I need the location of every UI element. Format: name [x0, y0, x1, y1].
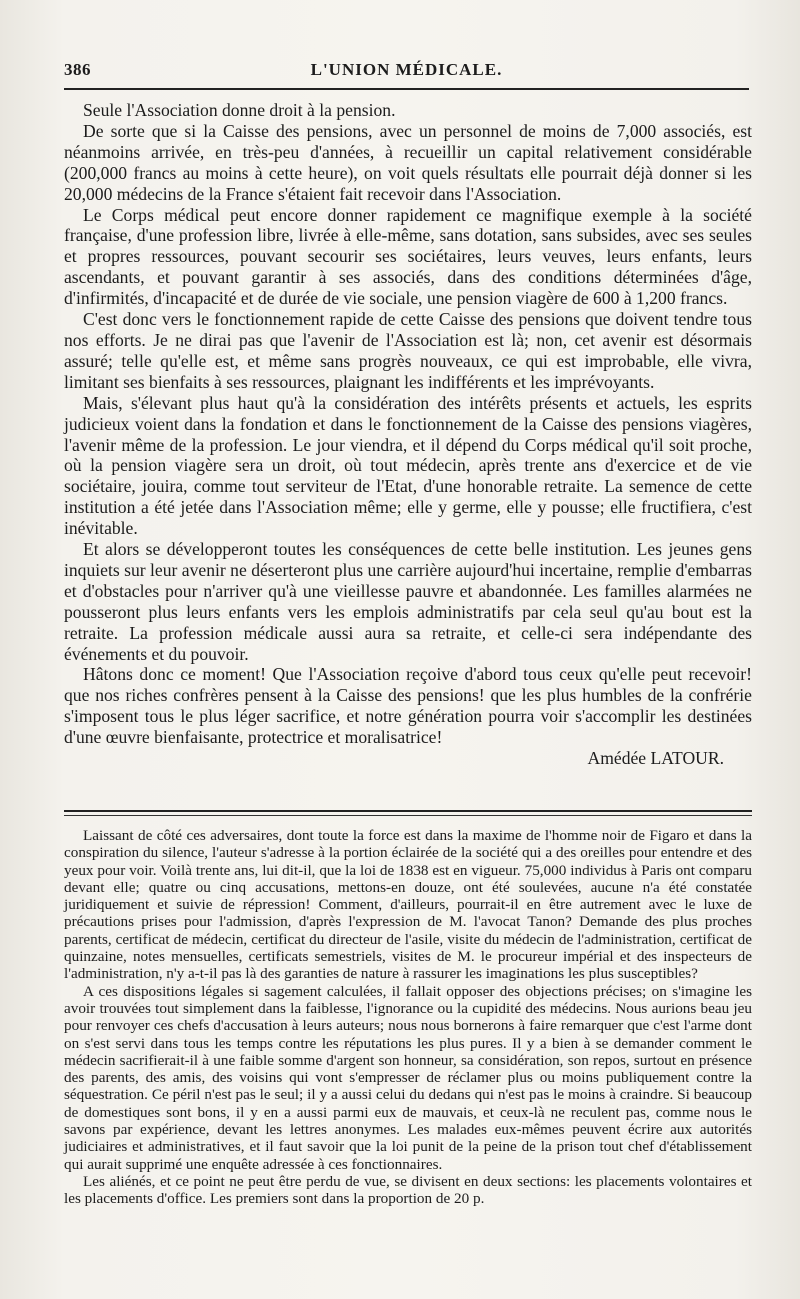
page-header	[64, 56, 749, 86]
paragraph: Mais, s'élevant plus haut qu'à la considération des intérêts présents et actuels, les esprits judicieux voient dans la fondation et dans le fonctionnement de la Caisse des pensions viagères, l'avenir même de la profession. Le jour viendra, et il dépend du Corps médical qu'il soit proche, où la pension viagère sera un droit, où tout médecin, après trente ans d'exercice et de vie sociétaire, jouira, comme tout serviteur de l'Etat, d'une honorable retraite. La semence de cette institution a été jetée dans l'Association même; elle y germe, elle y pousse; elle fructifiera, c'est inévitable.	[64, 392, 752, 539]
article-body	[64, 100, 752, 769]
footnote-paragraph: A ces dispositions légales si sagement calculées, il fallait opposer des objections précises; on s'imagine les avoir trouvées tout simplement dans la faiblesse, l'ignorance ou la cupidité des médecins. Nous aurions beau jeu pour renvoyer ces chefs d'accusation à leurs auteurs; nous nous bornerons à faire remarquer que c'est l'arme dont on s'est servi dans tous les temps contre les réputations les plus pures. Il y a bien à se demander comment le médecin sacrifierait-il à une faible somme d'argent son honneur, sa considération, son repos, surtout en présence des parents, des amis, des voisins qui vont s'empresser de réclamer plus ou moins publiquement contre la séquestration. Ce péril n'est pas le seul; il y a aussi celui du dedans qui n'est pas le moins à craindre. Si beaucoup de domestiques sont bons, il y en a aussi parmi eux de mauvais, et ceux-là ne reculent pas, comme nous le savons par expérience, devant les lettres anonymes. Les malades eux-mêmes peuvent écrire aux autorités judiciaires et administratives, et il faut savoir que la loi punit de la peine de la prison tout chef d'établissement qui aurait supprimé une enquête adressée à ces fonctionnaires.	[64, 982, 752, 1173]
section-divider	[64, 810, 752, 812]
paragraph: De sorte que si la Caisse des pensions, avec un personnel de moins de 7,000 associés, est néanmoins arrivée, en très-peu d'années, à recueillir un capital relativement considérable (200,000 francs au moins à cette heure), on voit quels résultats elle pourrait déjà donner si les 20,000 médecins de la France s'étaient fait recevoir dans l'Association.	[64, 120, 752, 204]
footnote-paragraph: Les aliénés, et ce point ne peut être perdu de vue, se divisent en deux sections: les placements volontaires et les placements d'office. Les premiers sont dans la proportion de 20 p.	[64, 1172, 752, 1208]
header-rule	[64, 88, 749, 90]
paragraph: Et alors se développeront toutes les conséquences de cette belle institution. Les jeunes gens inquiets sur leur avenir ne déserteront plus une carrière aujourd'hui incertaine, remplie d'embarras et d'obstacles pour n'arriver qu'à une vieillesse pauvre et abandonnée. Les familles alarmées ne pousseront plus leurs enfants vers les emplois administratifs par cela seul qu'au bout est la retraite. La profession médicale aussi aura sa retraite, et celle-ci sera indépendante des événements et du pouvoir.	[64, 539, 752, 664]
running-title: L'UNION MÉDICALE.	[310, 60, 503, 79]
footnote-paragraph: Laissant de côté ces adversaires, dont toute la force est dans la maxime de l'homme noir de Figaro et dans la conspiration du silence, l'auteur s'adresse à la portion éclairée de la société qui a des oreilles pour entendre et des yeux pour voir. Voilà trente ans, lui dit-il, que la loi de 1838 est en vigueur. 75,000 individus à Paris ont comparu devant elle; quatre ou cinq accusations, mettons-en douze, ont été soulevées, aucune n'a été constatée juridiquement et suivie de répression! Comment, d'ailleurs, pourrait-il en être autrement avec le luxe de précautions prises pour l'admission, d'après l'expression de M. l'avocat Tanon? Demande des plus proches parents, certificat de médecin, certificat du directeur de l'asile, visite du médecin de l'administration, certificat de quinzaine, notes mensuelles, certificats semestriels, visites de M. le procureur impérial et des inspecteurs de l'administration, n'y a-t-il pas là des garanties de nature à rassurer les imaginations les plus susceptibles?	[64, 827, 752, 983]
author-signature: Amédée LATOUR.	[587, 748, 724, 769]
page-number: 386	[64, 60, 91, 79]
paragraph: Le Corps médical peut encore donner rapidement ce magnifique exemple à la société française, d'une profession libre, livrée à elle-même, sans dotation, sans subsides, avec ses seules et propres ressources, pouvant secourir ses sociétaires, leurs veuves, leurs enfants, leurs ascendants, et pouvant garantir à ses associés, dans des conditions déterminées d'âge, d'infirmités, d'incapacité et de durée de vie sociale, une pension viagère de 600 à 1,200 francs.	[64, 204, 752, 309]
paragraph: Hâtons donc ce moment! Que l'Association reçoive d'abord tous ceux qu'elle peut recevoir! que nos riches confrères pensent à la Caisse des pensions! que les plus humbles de la confrérie s'imposent tous le plus léger sacrifice, et notre génération pourra voir s'accomplir les destinées d'une œuvre bienfaisante, protectrice et moralisatrice!	[64, 664, 752, 748]
paragraph: Seule l'Association donne droit à la pension.	[83, 100, 396, 120]
feuilleton-text	[64, 827, 752, 1208]
section-divider-thin	[64, 815, 752, 816]
paragraph: C'est donc vers le fonctionnement rapide de cette Caisse des pensions que doivent tendre tous nos efforts. Je ne dirai pas que l'avenir de l'Association est là; non, cet avenir est désormais assuré; telle qu'elle est, et même sans progrès nouveaux, ce qui est improbable, elle vivra, limitant ses bienfaits à ses ressources, plaignant les indifférents et les imprévoyants.	[64, 309, 752, 392]
